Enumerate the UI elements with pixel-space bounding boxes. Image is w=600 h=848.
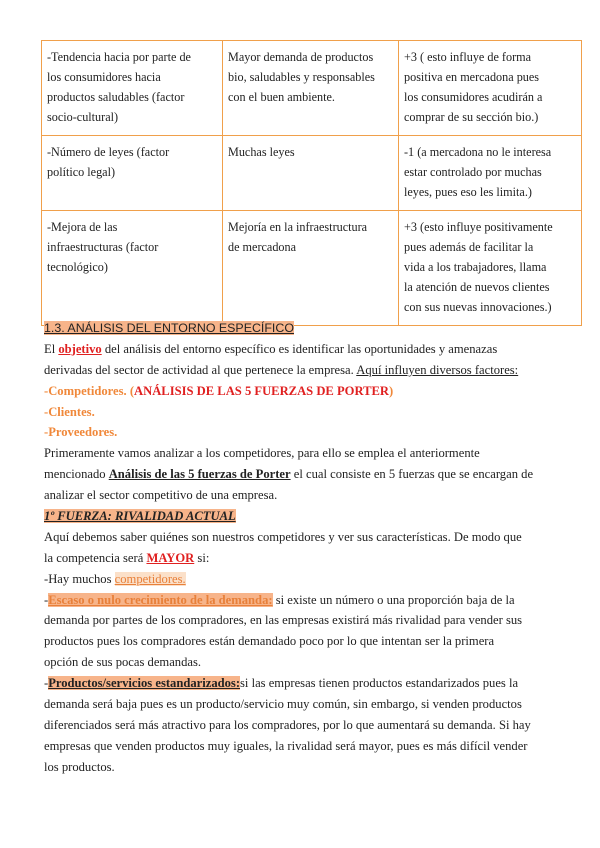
cell-line: -Número de leyes (factor xyxy=(47,145,170,159)
text-run: Primeramente vamos analizar a los competidores, para ello se emplea el anteriormente xyxy=(44,446,480,461)
table-cell-effect xyxy=(223,136,399,211)
bullet-demand xyxy=(44,590,556,611)
table-cell-factor xyxy=(42,41,223,136)
cell-line: pues además de facilitar la xyxy=(404,240,534,254)
text-run: demanda por partes de los compradores, en las empresas existirá más rivalidad para vender sus xyxy=(44,613,523,628)
cell-line: estar controlado por muchas xyxy=(404,165,542,179)
paragraph-line xyxy=(44,527,556,548)
text-run: -Hay muchos xyxy=(44,571,115,586)
cell-line: positiva en mercadona pues xyxy=(404,70,540,84)
text-run: mencionado xyxy=(44,467,109,482)
text-run: derivadas del sector de actividad al que pertenece la empresa. xyxy=(44,362,357,377)
cell-line: tecnológico) xyxy=(47,260,108,274)
paragraph-line xyxy=(44,548,556,569)
table-cell-factor xyxy=(42,211,223,326)
table-cell-impact xyxy=(399,136,582,211)
cell-line: Mayor demanda de productos xyxy=(228,50,374,64)
cell-line: socio-cultural) xyxy=(47,110,119,124)
text-run: si existe un número o una proporción baja de la xyxy=(272,592,515,607)
cell-line: comprar de su sección bio.) xyxy=(404,110,539,124)
porter-label: ANÁLISIS DE LAS 5 FUERZAS DE PORTER xyxy=(134,383,390,398)
paragraph-line xyxy=(44,360,556,381)
cell-line: vida a los trabajadores, llama xyxy=(404,260,547,274)
text-run: analizar el sector competitivo de una empresa. xyxy=(44,488,278,503)
text-run: si las empresas tienen productos estandarizados pues la xyxy=(240,676,519,691)
cell-line: con el buen ambiente. xyxy=(228,90,335,104)
factors-table xyxy=(41,40,582,326)
paragraph-line xyxy=(44,485,556,506)
table-cell-factor xyxy=(42,136,223,211)
text-run: - xyxy=(44,676,49,691)
table-cell-impact xyxy=(399,211,582,326)
paragraph-line xyxy=(44,736,556,757)
section-heading: 1.3. ANÁLISIS DEL ENTORNO ESPECÍFICO xyxy=(44,321,294,335)
specific-environment-section xyxy=(44,318,556,778)
list-item-clients xyxy=(44,402,556,423)
clients-label: -Clientes. xyxy=(44,404,95,419)
table-row xyxy=(42,41,582,136)
cell-line: de mercadona xyxy=(228,240,297,254)
suppliers-label: -Proveedores. xyxy=(44,425,118,440)
cell-line: Mejoría en la infraestructura xyxy=(228,220,368,234)
text-run: si: xyxy=(194,550,210,565)
text-run: - xyxy=(44,592,49,607)
text-run: el cual consiste en 5 fuerzas que se encargan de xyxy=(290,467,534,482)
cell-line: la atención de nuevos clientes xyxy=(404,280,550,294)
paragraph-line xyxy=(44,652,556,673)
text-run: opción de sus pocas demandas. xyxy=(44,655,202,670)
text-run: diferenciados será más atractivo para los compradores, por lo que aumentará su demanda. Si hay xyxy=(44,717,531,732)
section-heading-line xyxy=(44,318,556,339)
cell-line: con sus nuevas innovaciones.) xyxy=(404,300,552,314)
paragraph-line xyxy=(44,610,556,631)
table-row xyxy=(42,136,582,211)
table-row xyxy=(42,211,582,326)
text-run: Aquí debemos saber quiénes son nuestros competidores y ver sus características. De modo que xyxy=(44,529,522,544)
list-item-competitors xyxy=(44,381,556,402)
bullet-competitors xyxy=(44,569,556,590)
paragraph-line xyxy=(44,715,556,736)
table-cell-impact xyxy=(399,41,582,136)
cell-line: bio, saludables y responsables xyxy=(228,70,375,84)
text-run: del análisis del entorno específico es identificar las oportunidades y amenazas xyxy=(101,341,498,356)
cell-line: los consumidores acudirán a xyxy=(404,90,543,104)
porter-analysis-link: Análisis de las 5 fuerzas de Porter xyxy=(108,467,291,482)
competitors-close: ) xyxy=(389,383,394,398)
cell-line: Muchas leyes xyxy=(228,145,295,159)
cell-line: +3 ( esto influye de forma xyxy=(404,50,532,64)
competitors-label: -Competidores. ( xyxy=(44,383,135,398)
cell-line: político legal) xyxy=(47,165,116,179)
factors-underlined: Aquí influyen diversos factores: xyxy=(356,362,519,377)
force-title-line xyxy=(44,506,556,527)
table-cell-effect xyxy=(223,211,399,326)
cell-line: -Mejora de las xyxy=(47,220,118,234)
text-run: productos pues los compradores están demandado poco por lo que intentan ser la primera xyxy=(44,634,495,649)
force-1-title: 1º FUERZA: RIVALIDAD ACTUAL xyxy=(44,509,236,524)
cell-line: +3 (esto influye positivamente xyxy=(404,220,553,234)
paragraph-line xyxy=(44,694,556,715)
text-run: los productos. xyxy=(44,759,115,774)
demand-highlight: Escaso o nulo crecimiento de la demanda: xyxy=(48,592,273,607)
bullet-standardized xyxy=(44,673,556,694)
list-item-suppliers xyxy=(44,422,556,443)
text-run: El xyxy=(44,341,59,356)
cell-line: leyes, pues eso les limita.) xyxy=(404,185,532,199)
cell-line: infraestructuras (factor xyxy=(47,240,159,254)
cell-line: -Tendencia hacia por parte de xyxy=(47,50,191,64)
standardized-highlight: Productos/servicios estandarizados: xyxy=(48,676,241,691)
cell-line: los consumidores hacia xyxy=(47,70,161,84)
paragraph-line xyxy=(44,631,556,652)
competitors-highlight: competidores. xyxy=(114,571,186,586)
cell-line: -1 (a mercadona no le interesa xyxy=(404,145,552,159)
paragraph-line xyxy=(44,339,556,360)
paragraph-line xyxy=(44,443,556,464)
table-cell-effect xyxy=(223,41,399,136)
paragraph-line xyxy=(44,757,556,778)
objective-keyword: objetivo xyxy=(58,341,102,356)
text-run: la competencia será xyxy=(44,550,147,565)
major-keyword: MAYOR xyxy=(146,550,195,565)
text-run: empresas que venden productos muy iguales, la rivalidad será mayor, pues es más difícil vender xyxy=(44,738,528,753)
cell-line: productos saludables (factor xyxy=(47,90,185,104)
text-run: demanda será baja pues es un producto/servicio muy común, sin embargo, si venden productos xyxy=(44,697,522,712)
paragraph-line xyxy=(44,464,556,485)
